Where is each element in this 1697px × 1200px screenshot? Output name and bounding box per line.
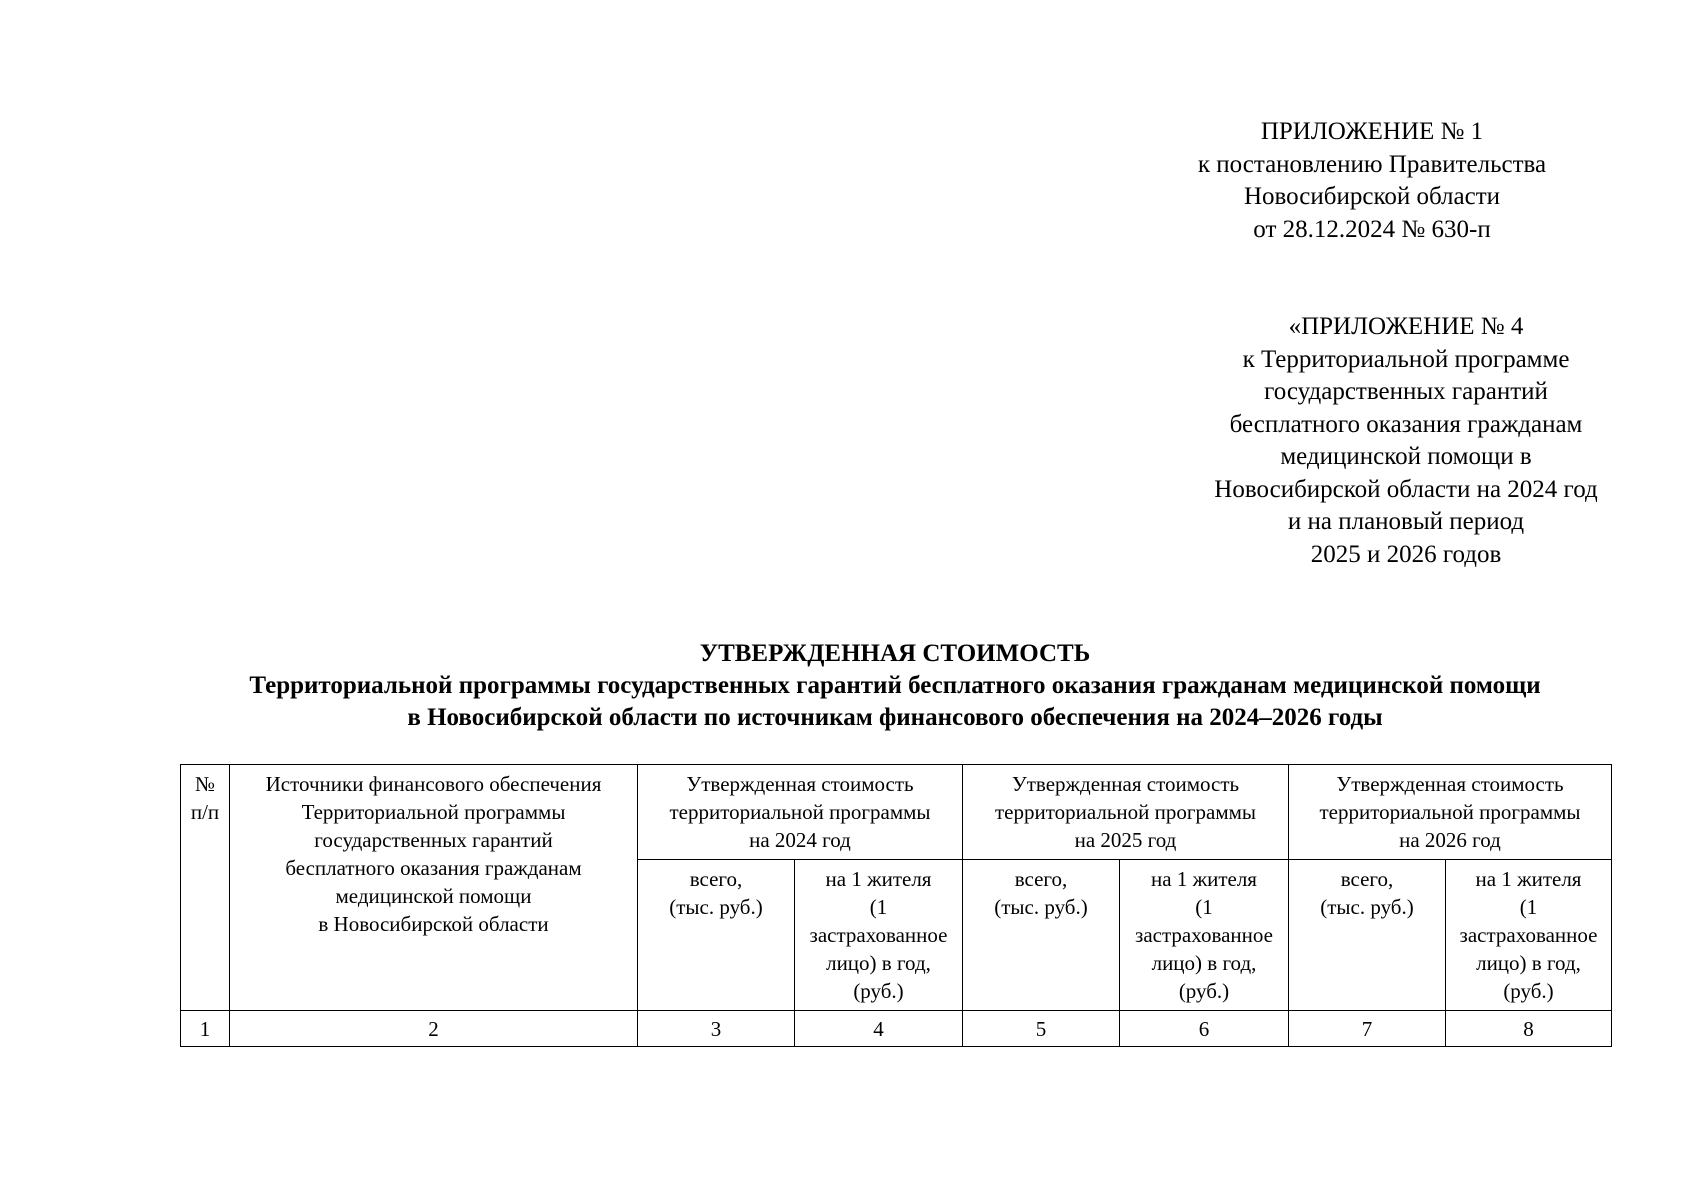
header-year-2026: Утвержденная стоимость территориальной программы на 2026 год xyxy=(1289,765,1612,860)
approval-1-line: к постановлению Правительства xyxy=(1197,150,1547,178)
approval-1-line: ПРИЛОЖЕНИЕ № 1 xyxy=(1260,118,1484,145)
header-year-2024: Утвержденная стоимость территориальной программы на 2024 год xyxy=(638,765,963,860)
column-number-cell: 7 xyxy=(1289,1011,1446,1047)
column-number-cell: 2 xyxy=(230,1011,638,1047)
approval-block-1 xyxy=(1192,116,1552,246)
column-number-cell: 6 xyxy=(1120,1011,1289,1047)
column-number-cell: 8 xyxy=(1446,1011,1612,1047)
column-number-cell: 5 xyxy=(963,1011,1120,1047)
approval-1-line: Новосибирской области xyxy=(1243,183,1501,210)
approval-2-line: медицинской помощи в xyxy=(1280,443,1532,470)
subheader-per-capita-2024: на 1 жителя (1 застрахованное лицо) в год, (руб.) xyxy=(795,860,963,1011)
header-year-2025: Утвержденная стоимость территориальной программы на 2025 год xyxy=(963,765,1289,860)
column-number-row xyxy=(181,1011,1612,1047)
subheader-total-2025: всего, (тыс. руб.) xyxy=(963,860,1120,1011)
cost-table xyxy=(180,764,1612,1047)
approval-2-line: 2025 и 2026 годов xyxy=(1310,540,1502,568)
approval-block-2 xyxy=(1170,311,1642,571)
subheader-total-2024: всего, (тыс. руб.) xyxy=(638,860,795,1011)
column-number-cell: 4 xyxy=(795,1011,963,1047)
approval-2-line: бесплатного оказания гражданам xyxy=(1229,410,1583,438)
header-number-cell: № п/п xyxy=(181,765,230,1011)
approval-2-line: и на плановый период xyxy=(1287,508,1525,535)
title-line: Территориальной программы государственных гарантий бесплатного оказания гражданам медицинской помощи xyxy=(249,672,1541,699)
title-line: в Новосибирской области по источникам финансового обеспечения на 2024–2026 годы xyxy=(407,704,1383,731)
subheader-per-capita-2025: на 1 жителя (1 застрахованное лицо) в год, (руб.) xyxy=(1120,860,1289,1011)
column-number-cell: 1 xyxy=(181,1011,230,1047)
approval-2-line: к Территориальной программе xyxy=(1242,345,1570,373)
subheader-total-2026: всего, (тыс. руб.) xyxy=(1289,860,1446,1011)
column-number-cell: 3 xyxy=(638,1011,795,1047)
header-source-cell: Источники финансового обеспечения Территориальной программы государственных гарантий бесплатного оказания гражданам медицинской помощи в Новосибирской области xyxy=(230,765,638,1011)
approval-2-line: государственных гарантий xyxy=(1264,378,1548,405)
approval-2-line: Новосибирской области на 2024 год xyxy=(1214,475,1598,503)
title-line: УТВЕРЖДЕННАЯ СТОИМОСТЬ xyxy=(699,640,1091,667)
document-title xyxy=(0,638,1697,734)
approval-1-line: от 28.12.2024 № 630-п xyxy=(1253,215,1491,243)
approval-2-line: «ПРИЛОЖЕНИЕ № 4 xyxy=(1288,313,1524,340)
subheader-per-capita-2026: на 1 жителя (1 застрахованное лицо) в год, (руб.) xyxy=(1446,860,1612,1011)
